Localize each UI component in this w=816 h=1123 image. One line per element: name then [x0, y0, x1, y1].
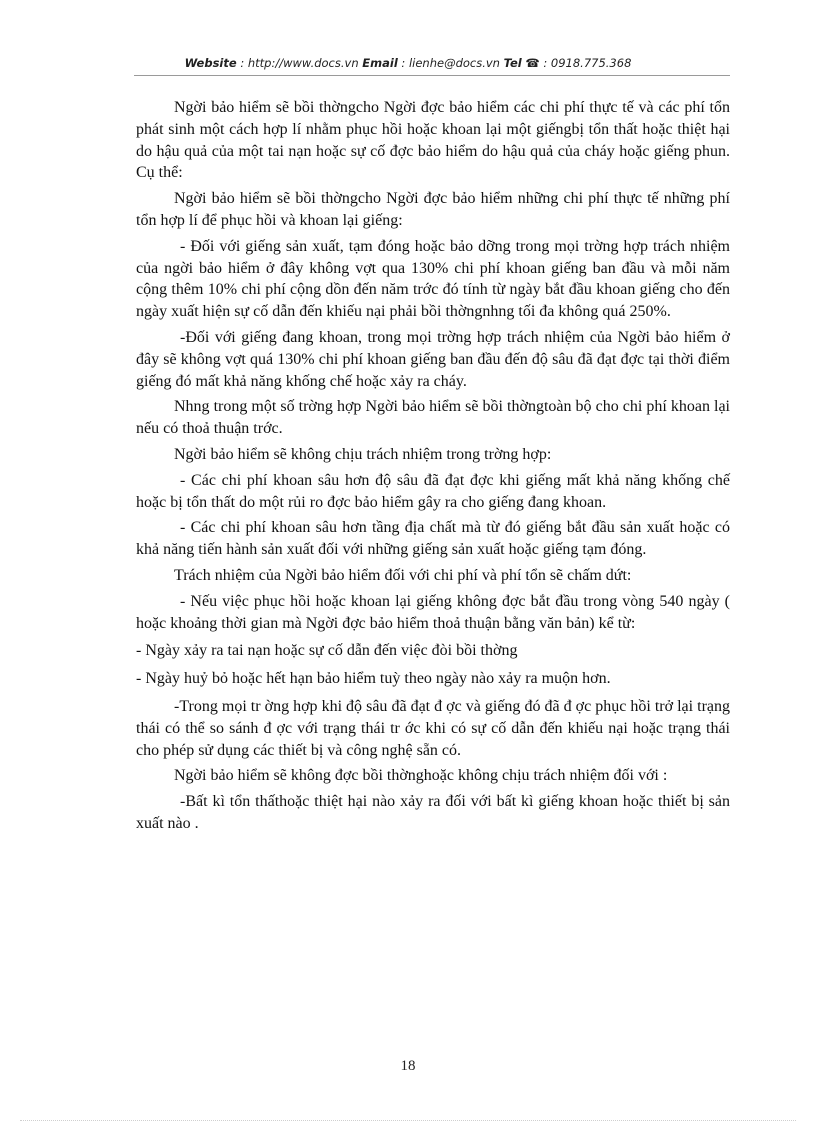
header-divider — [134, 75, 730, 76]
page-number: 18 — [400, 1058, 416, 1074]
phone-icon: ☎ — [525, 56, 540, 70]
footer-divider — [20, 1120, 796, 1121]
paragraph-3: - Đối với giếng sản xuất, tạm đóng hoặc bảo dỡng trong mọi trờng hợp trách nhiệm của ngời bảo hiểm ở đây không vợt qua 130% chi phí khoan giếng ban đầu và mỗi năm cộng thêm 10% chi phí cộng dồn đến năm trớc đó tính từ ngày bắt đầu khoan giếng cho đến ngày xuất hiện sự cố dẫn đến khiếu nại phải bồi thờngnhng tối đa không quá 250%. — [136, 237, 730, 321]
paragraph-4: -Đối với giếng đang khoan, trong mọi trờng hợp trách nhiệm của Ngời bảo hiểm ở đây sẽ không vợt quá 130% chi phí khoan giếng ban đầu đến độ sâu đã đạt đợc tại thời điểm giếng đó mất khả năng khống chế hoặc xảy ra cháy. — [136, 328, 730, 390]
paragraph-11: -Trong mọi tr ờng hợp khi độ sâu đã đạt đ ợc và giếng đó đã đ ợc phục hồi trở lại trạng thái có thể so sánh đ ợc với trạng thái tr ớc khi có sự cố dẫn đến khiếu nại hoặc trạng thái cho phép sử dụng các thiết bị và công nghệ sẵn có. — [136, 697, 730, 759]
website-url: : http://www.docs.vn — [236, 56, 363, 70]
email-address: : lienhe@docs.vn — [397, 56, 504, 70]
document-body — [136, 97, 730, 839]
paragraph-5: Nhng trong một số trờng hợp Ngời bảo hiểm sẽ bồi thờngtoàn bộ cho chi phí khoan lại nếu có thoả thuận trớc. — [136, 398, 730, 438]
paragraph-6: Ngời bảo hiểm sẽ không chịu trách nhiệm trong trờng hợp: — [174, 445, 552, 463]
paragraph-2: Ngời bảo hiểm sẽ bồi thờngcho Ngời đợc bảo hiểm những chi phí thực tế những phí tổn hợp lí để phục hồi và khoan lại giếng: — [136, 190, 730, 229]
paragraph-10: - Nếu việc phục hồi hoặc khoan lại giếng không đợc bắt đầu trong vòng 540 ngày ( hoặc khoảng thời gian mà Ngời đợc bảo hiểm thoả thuận bằng văn bản) kể từ: — [136, 592, 730, 632]
bullet-item-2: - Ngày huỷ bỏ hoặc hết hạn bảo hiểm tuỳ theo ngày nào xảy ra muộn hơn. — [136, 670, 611, 688]
paragraph-8: - Các chi phí khoan sâu hơn tầng địa chất mà từ đó giếng bắt đầu sản xuất hoặc có khả năng tiến hành sản xuất đối với những giếng sản xuất hoặc giếng tạm đóng. — [136, 519, 730, 559]
paragraph-1: Ngời bảo hiểm sẽ bồi thờngcho Ngời đợc bảo hiểm các chi phí thực tế và các phí tổn phát sinh một cách hợp lí nhằm phục hồi hoặc khoan lại một giếngbị tổn thất hoặc thiệt hại do hậu quả của một tai nạn hoặc sự cố đợc bảo hiểm do hậu quả của cháy hoặc giếng phun. Cụ thể: — [136, 99, 730, 182]
website-label: Website — [184, 56, 237, 70]
page-header — [0, 56, 816, 70]
paragraph-7: - Các chi phí khoan sâu hơn độ sâu đã đạt đợc khi giếng mất khả năng khống chế hoặc bị tổn thất do một rủi ro đợc bảo hiểm gây ra cho giếng đang khoan. — [136, 471, 730, 511]
tel-label: Tel — [503, 56, 522, 70]
bullet-item-1: - Ngày xảy ra tai nạn hoặc sự cố dẫn đến việc đòi bồi thờng — [136, 642, 518, 660]
email-label: Email — [362, 56, 398, 70]
paragraph-13: -Bất kì tổn thấthoặc thiệt hại nào xảy ra đối với bất kì giếng khoan hoặc thiết bị sản xuất nào . — [136, 793, 730, 832]
paragraph-12: Ngời bảo hiểm sẽ không đợc bồi thờnghoặc không chịu trách nhiệm đối với : — [174, 767, 668, 785]
tel-number: : 0918.775.368 — [539, 56, 632, 70]
paragraph-9: Trách nhiệm của Ngời bảo hiểm đối với chi phí và phí tổn sẽ chấm dứt: — [174, 566, 632, 584]
